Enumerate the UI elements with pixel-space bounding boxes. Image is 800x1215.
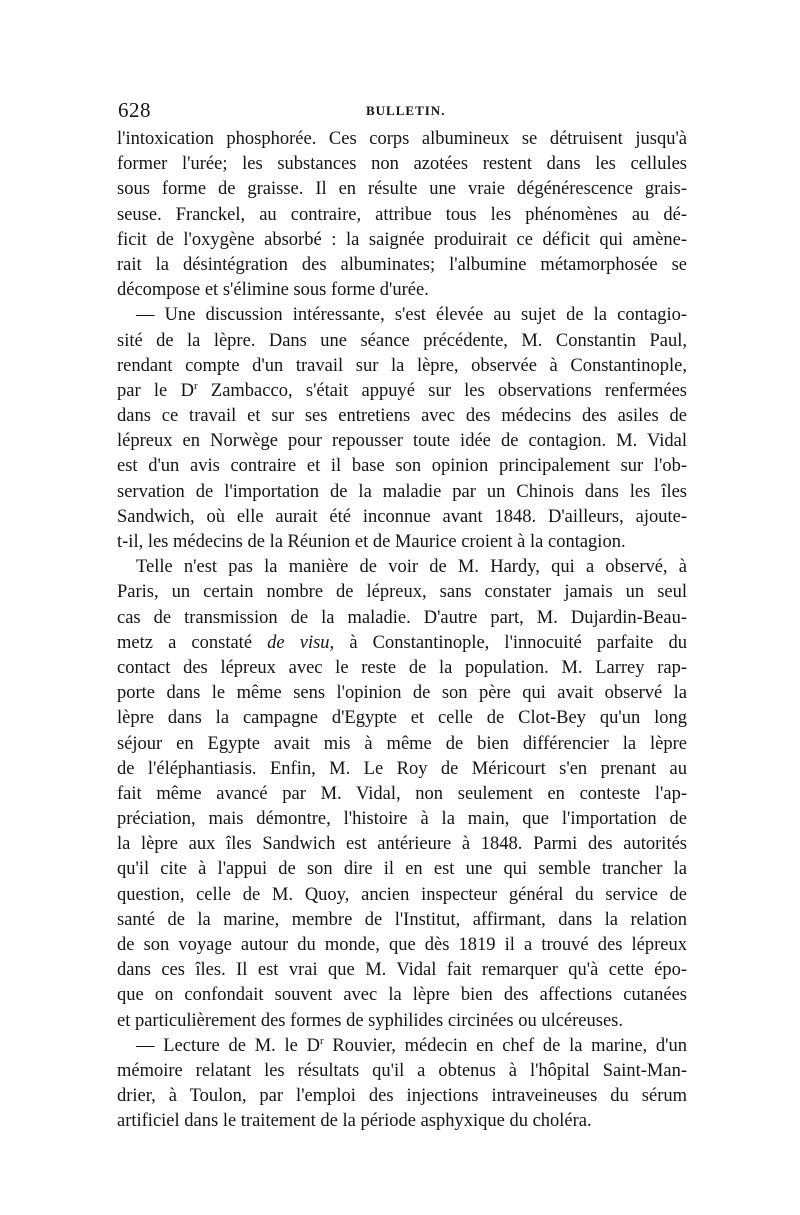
text-line: mémoire relatant les résultats qu'il a obtenus à l'hôpital Saint-Man- [117,1060,687,1081]
text-line: dans ce travail et sur ses entretiens avec des médecins des asiles de [117,406,687,427]
text-line: l'intoxication phosphorée. Ces corps albumineux se détruisent jusqu'à [117,129,687,149]
text-line: t-il, les médecins de la Réunion et de Maurice croient à la contagion. [117,532,626,552]
text-line: est d'un avis contraire et il base son opinion principalement sur l'ob- [117,456,687,477]
text-line: qu'il cite à l'appui de son dire il en est une qui semble trancher la [117,859,687,880]
text-line: drier, à Toulon, par l'emploi des injections intraveineuses du sérum [117,1086,687,1107]
page-number: 628 [118,98,151,122]
text-line: seuse. Franckel, au contraire, attribue tous les phénomènes au dé- [117,204,687,225]
text-line: de son voyage autour du monde, que dès 1819 il a trouvé des lépreux [117,935,687,955]
text-line: santé de la marine, membre de l'Institut, affirmant, dans la relation [117,909,687,930]
text-line: fait même avancé par M. Vidal, non seulement en conteste l'ap- [117,783,687,804]
paragraph-start-line: — Une discussion intéressante, s'est élevée au sujet de la contagio- [136,305,687,326]
text-line: servation de l'importation de la maladie par un Chinois dans les îles [117,481,687,502]
text-line: que on confondait souvent avec la lèpre bien des affections cutanées [117,985,687,1006]
text-line: sous forme de graisse. Il en résulte une vraie dégénérescence grais- [117,179,687,200]
text-line: préciation, mais démontre, l'histoire à la main, que l'importation de [117,809,687,830]
text-line: la lèpre aux îles Sandwich est antérieure à 1848. Parmi des autorités [117,834,687,855]
paragraph-start-line [117,1034,687,1059]
text-line: cas de transmission de la maladie. D'autre part, M. Dujardin-Beau- [117,607,687,628]
superscript: r [320,1034,324,1047]
paragraph-start-line: Telle n'est pas la manière de voir de M. Hardy, qui a observé, à [136,557,687,578]
text-line: et particulièrement des formes de syphilides circinées ou ulcéreuses. [117,1010,623,1031]
text-line: rendant compte d'un travail sur la lèpre, observée à Constantinople, [117,355,687,376]
text-line: décompose et s'élimine sous forme d'urée. [117,280,429,301]
text-line: de l'éléphantiasis. Enfin, M. Le Roy de Méricourt s'en prenant au [117,758,687,779]
text-segment: — Lecture de M. le D [136,1035,320,1056]
text-line: sité de la lèpre. Dans une séance précédente, M. Constantin Paul, [117,330,687,351]
text-line: artificiel dans le traitement de la période asphyxique du choléra. [117,1111,592,1132]
text-segment: par le D [117,380,194,401]
text-segment: Zambacco, s'était appuyé sur les observations renfermées [197,380,687,401]
body-text [117,127,687,1135]
italic-phrase: de visu, [267,632,335,653]
text-line: question, celle de M. Quoy, ancien inspecteur général du service de [117,884,687,905]
superscript: r [193,379,198,392]
text-line: séjour en Egypte avait mis à même de bien différencier la lèpre [117,733,687,754]
text-segment: Rouvier, médecin en chef de la marine, d'un [323,1035,688,1056]
running-title: BULLETIN. [366,103,446,118]
text-line: dans ces îles. Il est vrai que M. Vidal fait remarquer qu'à cette épo- [117,960,687,981]
text-line: lépreux en Norwège pour repousser toute idée de contagion. M. Vidal [117,431,687,452]
text-line: ficit de l'oxygène absorbé : la saignée produirait ce déficit qui amène- [117,229,687,250]
text-line: Sandwich, où elle aurait été inconnue avant 1848. D'ailleurs, ajoute- [117,506,687,527]
text-line: rait la désintégration des albuminates; l'albumine métamorphosée se [117,254,687,275]
text-line: former l'urée; les substances non azotées restent dans les cellules [117,154,687,175]
text-segment: à Constantinople, l'innocuité parfaite du [334,632,687,653]
text-segment: metz a constaté [117,632,268,653]
text-line [117,631,687,656]
running-header [118,98,688,124]
text-line [117,379,687,404]
text-line: porte dans le même sens l'opinion de son père qui avait observé la [117,683,687,704]
text-line: Paris, un certain nombre de lépreux, sans constater jamais un seul [117,582,687,603]
text-line: contact des lépreux avec le reste de la population. M. Larrey rap- [117,657,687,678]
text-line: lèpre dans la campagne d'Egypte et celle de Clot-Bey qu'un long [117,708,687,729]
